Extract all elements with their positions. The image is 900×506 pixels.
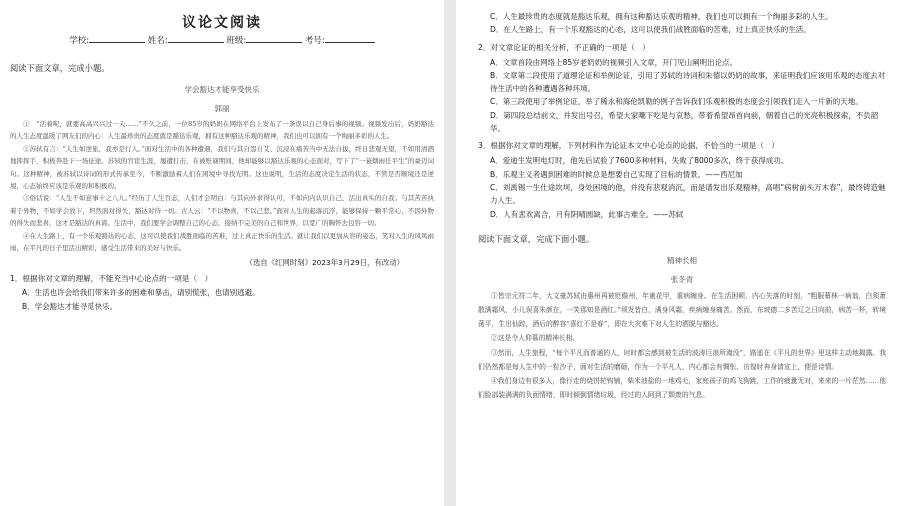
question-option: B．乐观主义者遇到困难的时候总是想要自己实现了目标的情景。——西尼加: [490, 169, 743, 179]
question-1: 1．根据你对文章的理解，不能充当中心论点的一项是（ ）: [10, 274, 213, 284]
student-info-line: [10, 34, 434, 46]
name-blank[interactable]: [168, 34, 224, 43]
exam-no-blank[interactable]: [325, 34, 375, 43]
question-option: B．文章第二段使用了道理论证和举例论证，引用了苏轼的诗词和朱德以奶奶的故事，来证明我们应该用乐观的态度去对待生活中的各种遭遇各种环境。: [490, 70, 886, 94]
essay-paragraph: ④在人生路上，有一个乐观豁达的心态，这可以使我们战胜面临的苦难，过上真正快乐的生活。就让我们以更加从容的姿态，笑对人生的风风雨雨，在平凡的日子里活出精彩，感受生活带来的美好与快乐。: [10, 231, 434, 253]
doc-title: 议论文阅读: [182, 15, 262, 31]
question-3: 3．根据你对文章的理解，下列材料作为论证本文中心论点的论据，不恰当的一项是（ ）: [478, 141, 779, 151]
class-label: 班级:: [226, 36, 247, 46]
question-option: A．文章首段由网络上85岁老奶奶的视频引入文章，开门见山阐明出论点。: [490, 57, 738, 67]
reading-intro: 阅读下面文章，完成小题。: [10, 63, 110, 73]
question-option: B．学会豁达才能寻觅快乐。: [22, 302, 118, 312]
question-option: D．在人生路上，有一个乐观豁达的心态，这可以使我们战胜面临的苦难，过上真正快乐的生活。: [490, 25, 811, 35]
name-label: 姓名:: [147, 36, 168, 46]
question-option: C．人生最珍贵的态度就是豁达乐观，拥有这种豁达乐观的精神，我们也可以拥有一个绚丽多彩的人生。: [490, 12, 833, 21]
question-2: 2．对文章论证的相关分析，不正确的一项是（ ）: [478, 42, 650, 52]
essay-2-author: 张冬青: [670, 274, 694, 284]
essay-2-paragraph: ③然而，人生旅程，“每个平凡而普通的人，时时都会感到被生活的波涛巨浪所淹没”，路遥在《平凡的世界》里这样主动地揭露。我们仍然都是每人生中的一粒沙子，面对生活的磨砺，作为一个平凡人，内心都会有惆怅、彷徨时奔身请宣上，便是诗情。: [478, 348, 886, 371]
reading-intro-2: 阅读下面文章，完成下面小题。: [478, 233, 595, 244]
question-option: C．第三段使用了举例论证，举了稀永和海伦凯勒的例子告诉我们乐观积极的态度会引领我们走入一片新的天地。: [490, 97, 863, 107]
essay-2-title: 精神长相: [667, 255, 697, 265]
document-page-left: [0, 0, 444, 506]
question-option: C．刘禹锡一生仕途坎坷，身处困境的他，并没有悲观消沉，而是谱发出乐观精神，高唱“病树前头万木春”，最终铸造魅力人生。: [490, 182, 886, 206]
essay-author: 郭丽: [214, 104, 230, 113]
school-label: 学校:: [69, 36, 90, 46]
question-option: A．生活也许会给我们带来许多的困难和暴击，请别慌张，也请别逃避。: [22, 288, 260, 298]
class-blank[interactable]: [246, 34, 302, 43]
question-option: D．第四段总结前文，并发出号召，希望大家嘲下吃是与哀愁，带着希望昂首向前，朝着自己的光亮积极探索，不负韶华。: [490, 110, 879, 134]
exam-no-label: 考号:: [304, 36, 325, 46]
essay-2-paragraph: ④我们身边有很多人，像行走的烧饼轮钩铺，柴米油盐的一地鸡毛，家庭孩子的鸡飞狗跳，工作的疲惫无对，来来的一片茫然……他们脸部装满满的负面情绪，即时倾倒情绪垃圾，经过的人阿到了颓废的气息。: [478, 377, 886, 400]
document-page-right: [456, 0, 900, 506]
school-blank[interactable]: [89, 34, 145, 43]
essay-paragraph: ① “活着呢，就要高高兴兴过一天……”不久之前，一位85岁的奶奶在网络平台上发布了一条误以自己身后事的视频。视频发出后，奶奶豁达的人生态度温暖了网友们的内心：人生最珍贵的态度就是豁达乐观，拥有这种豁达乐观的精神，我们也可以拥有一个绚丽多彩的人生。: [10, 120, 434, 141]
essay-2-paragraph: ①皆宗元符二年，大文豪苏轼由惠州再被贬儋州，年逾花甲，重病缠身。在生活困顿、内心失落的时刻，“粗服幕林一病翁，白须萧散满霜风，小儿误喜朱颜在，一笑那知是酒红。”须发皆白，满身风霜，疾病缠身痛苦。然而，东坡德二多苦辽之日向前，病苦一杯，转境荡平，生出仙踪，酒后的醉容“喜红不是春”，即在大灾难下对人生的洒脱与豁达。: [478, 291, 886, 329]
essay-source: （选自《红网时刻》2023年3月29日，有改动）: [245, 258, 404, 268]
essay-paragraph: ③俗话说：“人生不如意事十之八九。”经历了人生百态，人们才会明白：与其向外求得认可，不如向内认识自己，活出真实的自我；与其苦苦执着于外物，不如学会放下，坦然面对得失，豁达对待一切。古人云：“不以物喜，不以己悲。”面对人生的起落沉浮，能够保持一颗平常心，不因外物的得失而悲喜，这才是豁达的真谛。生活中，我们要学会调整自己的心态，接纳不完美的自己和世界，以宽广的胸怀去包容一切。: [10, 194, 434, 228]
question-option: D．人有悲欢离合，月有阴晴圆缺，此事古难全。——苏轼: [490, 209, 684, 219]
essay-title: 学会豁达才能享受快乐: [184, 85, 260, 94]
essay-2-paragraph: ②这是令人仰慕的精神长相。: [491, 334, 580, 343]
question-option: A．爱迪生发明电灯时，他先后试验了7600多种材料，失败了8000多次，终于获得成功。: [490, 156, 789, 166]
essay-paragraph: ②苏轼有言：“人生如逆旅，我亦是行人。”面对生活中的各种遭遇，我们与其自怨自艾、沉浸在痛苦当中无法自拔，终日悲观无望，不如用清洒地挥挥手，积极奔赴下一场征途。苏轼的官宦生涯，屡遭打击，在被贬谪期间，他却能够以豁达乐观的心态面对，写下了“一蓑烟雨任平生”的豪迈词句。这种精神，被苏轼以诗词的形式传承至今，不断激励着人们在困境中寻找光明。这也说明，生活的态度决定生活的状态，不管是否顺境还是逆境，心态始终应该是乐观的和积极的。: [10, 144, 434, 191]
